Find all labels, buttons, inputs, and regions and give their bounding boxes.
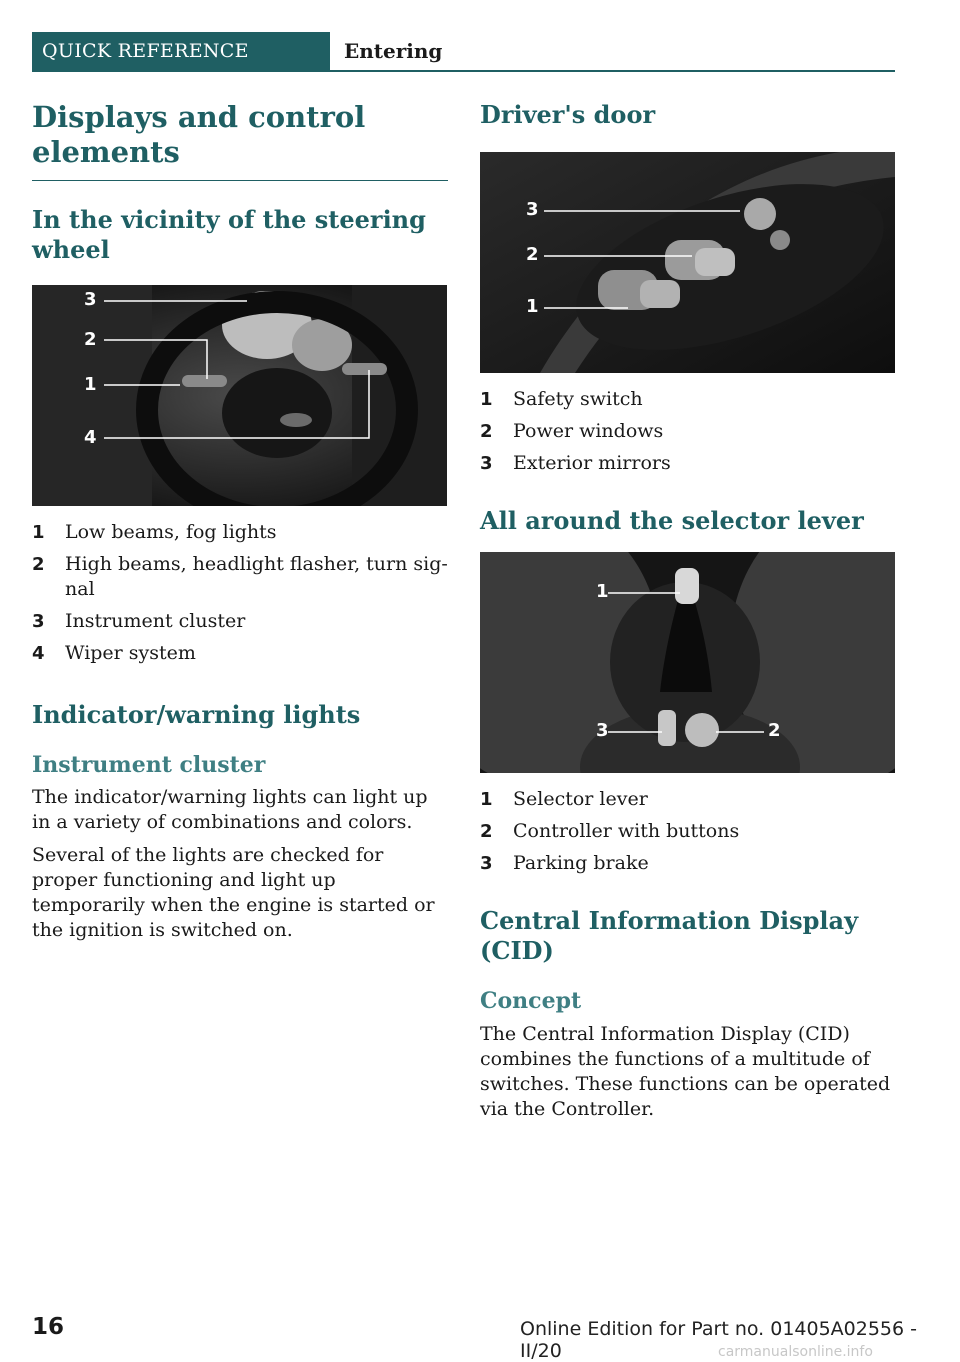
list-item: 2 High beams, headlight flasher, turn signal bbox=[32, 552, 448, 600]
callout-3: 3 bbox=[84, 288, 97, 310]
indicator-heading: Indicator/warning lights bbox=[32, 699, 361, 729]
page-number: 16 bbox=[32, 1314, 65, 1340]
list-item: 3 Exterior mirrors bbox=[480, 452, 671, 474]
list-item: 1 Selector lever bbox=[480, 788, 648, 810]
indicator-paragraph-1: The indicator/warning lights can light up in a variety of combinations and colors. bbox=[32, 786, 428, 834]
callout-4: 4 bbox=[84, 426, 97, 448]
selector-legend bbox=[480, 787, 896, 876]
steering-legend bbox=[32, 520, 448, 666]
door-legend bbox=[480, 387, 896, 476]
list-item: 1 Low beams, fog lights bbox=[32, 520, 277, 543]
indicator-subheading: Instrument cluster bbox=[32, 751, 266, 778]
callout-3: 3 bbox=[526, 199, 539, 220]
door-heading: Driver's door bbox=[480, 100, 656, 129]
callout-2: 2 bbox=[768, 720, 781, 741]
list-item: 2 Power windows bbox=[480, 420, 664, 442]
list-item: 1 Safety switch bbox=[480, 388, 643, 410]
selector-lever-photo bbox=[480, 552, 895, 773]
callout-1: 1 bbox=[84, 373, 97, 395]
list-item: 4 Wiper system bbox=[32, 641, 196, 664]
left-column bbox=[32, 100, 448, 943]
right-column bbox=[480, 100, 896, 1122]
watermark: carmanualsonline.info bbox=[718, 1344, 873, 1360]
callout-3: 3 bbox=[596, 720, 609, 741]
list-item: 3 Instrument cluster bbox=[32, 609, 246, 632]
cid-heading: Central Information Display (CID) bbox=[480, 906, 859, 965]
callout-2: 2 bbox=[526, 244, 539, 265]
callout-1: 1 bbox=[526, 296, 539, 317]
selector-heading: All around the selector lever bbox=[480, 506, 864, 535]
list-item: 3 Parking brake bbox=[480, 852, 649, 874]
list-item: 2 Controller with buttons bbox=[480, 820, 740, 842]
callout-1: 1 bbox=[596, 581, 609, 602]
section-label: QUICK REFERENCE bbox=[32, 32, 330, 70]
edition-text: Online Edition for Part no. 01405A02556 - II/20 bbox=[520, 1318, 918, 1362]
header-bar bbox=[32, 32, 895, 72]
steering-heading: In the vicinity of the steering wheel bbox=[32, 204, 426, 264]
indicator-paragraph-2: Several of the lights are checked for proper functioning and light up temporarily when the engine is started or the ignition is switched on. bbox=[32, 844, 435, 942]
steering-wheel-photo bbox=[32, 285, 447, 506]
chapter-label: Entering bbox=[344, 39, 443, 63]
cid-paragraph: The Central Information Display (CID) combines the functions of a multitude of switches. These functions can be operated via the Controller. bbox=[480, 1022, 891, 1120]
drivers-door-photo bbox=[480, 152, 895, 373]
callout-2: 2 bbox=[84, 328, 97, 350]
page-title: Displays and control elements bbox=[32, 100, 448, 181]
cid-subheading: Concept bbox=[480, 988, 582, 1014]
